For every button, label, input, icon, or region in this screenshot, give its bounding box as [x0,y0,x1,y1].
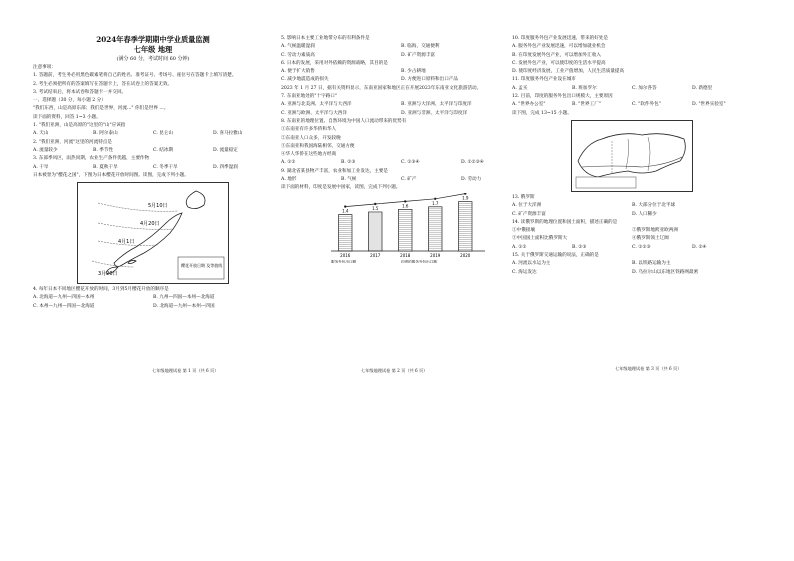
instruction-line: 2. 考生必须把所有的答案填写在答题卡上，答在试卷上的答案无效。 [33,81,173,87]
tick-label: 2018 [400,252,411,258]
russia-map-figure [571,120,693,192]
option: D. 人口稀少 [632,211,657,217]
question-4-options [33,294,273,302]
option: D. ①②③④ [461,160,484,166]
map-label: 4月1日 [118,239,135,246]
trend-point [434,197,436,199]
option: A. ①② [512,244,527,250]
page-footer-1: 七年级地理试卷 第 1 页（共 6 页） [152,368,219,373]
question-7-options [281,110,521,118]
instruction-line: 读下面的资料，回答 1~3 小题。 [33,114,101,120]
question-5-options [281,43,521,51]
option: C. 减少地震造成的损失 [281,77,329,83]
option: C. 冬季干旱 [153,164,178,170]
option: B. 九州—四国—本州—北海道 [153,295,215,301]
option: D. 喜马拉雅山 [213,131,243,137]
map-label: 4月20日 [140,221,160,228]
question-14: 14. 读俄罗斯的地理位置和国土面积，描述正确的是 [512,219,618,225]
option: D. 北海道—九州—本州—四国 [153,303,215,309]
trend-point [464,193,466,195]
option: C. 亚洲与欧洲、太平洋与大西洋 [281,110,347,116]
option: A. "世界办公室" [512,102,546,108]
option: D. 新德里 [692,85,713,91]
option: C. 海运发达 [512,269,537,275]
option: C. 矿产资源丰富 [512,211,546,217]
option: C. 结冰期 [153,147,174,153]
question-1: 1. "我们亚洲，山是高原的"这里的"山"应该指 [33,123,126,129]
option: C. 昆仑山 [153,131,174,137]
question-4: 4. 每年日本不同地区樱花开放的时间，3月到5月樱花开放的顺序是 [33,287,169,293]
instruction-line: 3. 考试结束后，将本试卷和答题卡一并交回。 [33,89,127,95]
option: A. 北海道—九州—四国—本州 [33,295,95,301]
option: B. 阿尔泰山 [93,131,118,137]
instruction-line: 1. 答题前，考生务必用黑色碳素笔将自己的姓名、准考证号、考场号、座位号在答题卡上填写清楚。 [33,73,237,79]
map-label: 3月20日 [98,271,118,278]
question-6-options [281,68,521,76]
option: A. 地形 [281,177,297,183]
question-8-item: ①东南亚有许多华侨和华人 [281,127,337,133]
exam-column-1 [33,35,273,480]
japan-map [78,183,228,283]
option: D. 乌拉尔山以东地区铁路网最密 [632,269,699,275]
option: D. 使印度经济发展，工业产值增加，人民生活质量提高 [512,69,625,75]
question-14-items [512,235,752,243]
option: A. 气候温暖湿润 [281,44,315,50]
option: B. 少占耕地 [401,69,426,75]
exam-column-2 [281,35,521,480]
question-5-options [281,52,521,60]
option: B. ②③ [341,160,356,166]
question-13-options [512,202,752,210]
option: B. 亚洲与大洋洲、太平洋与印度洋 [401,102,472,108]
data-label: 1.5 [372,205,379,211]
option: C. 矿产 [401,177,417,183]
question-7-options [281,101,521,109]
question-13: 13. 俄罗斯 [512,194,535,200]
question-6-note: 2023 年 1 月 27 日，据有关资料显示，东南亚国家和地区正在开展2023年东南亚文化旅游活动。 [281,85,482,91]
question-15-options [512,269,752,277]
trend-point [344,205,346,207]
page-footer-2: 七年级地理试卷 第 2 页（共 6 页） [361,368,428,373]
export-chart-figure [311,193,491,263]
question-2-options [33,147,273,155]
question-8-item: ③东南亚和我国海陆相邻，交通方便 [281,143,355,149]
option: A. 河流以水运为主 [512,261,551,267]
option: C. 加尔各答 [632,85,657,91]
map-intro: 日本被誉为"樱花之国"，下图为日本樱花开放时间图。读图，完成下列小题。 [33,172,189,178]
question-15-options [512,260,752,268]
question-12: 12. 目前，印度的服务外包出口规模大，主要原因 [512,94,613,100]
bar [339,214,353,250]
option: ③中国国土面积比俄罗斯大 [512,236,568,242]
bar [399,209,413,251]
question-6-options [281,76,521,84]
question-3: 3. 东部季风区，雨热同期，农业生产条件优越，主要作物 [33,156,150,162]
russia-map [572,121,692,191]
question-8-item: ④华人华侨在这些地方经商 [281,152,337,158]
question-11: 11. 印度服务外包产业设在城市 [512,77,576,83]
option: C. "软件外包" [632,102,661,108]
tick-label: 2020 [460,252,471,258]
instruction-line: 一、选择题（30 分，每小题 2 分） [33,98,106,104]
option: D. 矿产资源丰富 [401,52,436,58]
trend-point [404,200,406,202]
option: C. 本州—九州—四国—北海道 [33,303,95,309]
question-12-options [512,101,752,109]
map-label: 5月10日 [148,203,168,210]
option: A. 天山 [33,131,49,137]
option: B. 季节性 [93,147,114,153]
question-11-options [512,85,752,93]
option: A. 亚洲与北美洲、太平洋与大西洋 [281,102,352,108]
question-7: 7. 东南亚地处的"十字路口" [281,94,338,100]
map-legend-box [178,257,224,279]
question-8: 8. 东南亚的地理位置、自然环境为中国人口流动带来的优势有 [281,118,407,124]
question-1-options [33,130,273,138]
data-label: 1.9 [462,195,469,201]
option: D. 亚洲与非洲、太平洋与印度洋 [401,110,468,116]
instructions [33,64,273,122]
option: B. "世界工厂" [572,102,601,108]
option: D. 劳动力 [461,177,482,183]
question-15: 15. 关于俄罗斯交通运输的说法，正确的是 [512,253,599,259]
question-4-options [33,303,273,311]
option: A. ①② [281,160,296,166]
option: B. ②③ [572,244,587,250]
question-9-options [281,176,521,184]
trend-point [374,202,376,204]
data-label: 1.4 [342,208,349,214]
option: A. 干旱 [33,164,49,170]
option: A. 流量较少 [33,147,58,153]
tick-label: 2017 [370,252,381,258]
chart-intro: 读下面的材料，印度是发展中国家，读图，完成下列小题。 [281,185,401,191]
option: A. 服务外包产业发展迅速，可以增加就业机会 [512,44,606,50]
question-13-options [512,211,752,219]
question-6: 6. 日本的发展，采用对外依赖的资源战略，其目的是 [281,60,388,66]
exam-column-3 [512,35,752,480]
option: ①中俄接壤 [512,228,535,234]
option: B. 大部分位于北半球 [632,203,676,209]
option: A. 便于扩大销售 [281,69,315,75]
question-10: 10. 印度服务外包产业发展迅速，带来的好处是 [512,36,609,41]
tick-label: 2019 [430,252,441,258]
map-legend-box [576,177,636,188]
option: D. ②④ [692,244,707,250]
legend-entry: 印度的服务外包出口额 [401,259,437,263]
instruction-line: "我们东西，山是高原东部；我们是世界，河流..." 你们是世界 ...。 [33,106,169,112]
option: D. 方便进口原料和出口产品 [401,77,458,83]
page-footer-3: 七年级地理试卷 第 3 页（共 6 页） [615,366,682,371]
option: B. 在印度发展外包产业，可以增加外汇收入 [512,52,601,58]
option: D. 四季湿润 [213,164,238,170]
option: B. 夏秋干旱 [93,164,118,170]
export-bar-chart [311,193,491,263]
question-14-options [512,244,752,252]
legend-entry: 服务外包出口额 [331,259,357,263]
option: C. 劳动力素质高 [281,52,315,58]
option: B. 班加罗尔 [572,85,597,91]
time-note: (满分 60 分，考试时间 60 分钟) [116,56,190,62]
option: B. 气候 [341,177,357,183]
option: C. ①②③ [632,244,651,250]
question-3-options [33,164,273,172]
question-2: 2. "我们亚洲，河流"这里的河流特点是 [33,139,112,145]
tick-label: 2016 [340,252,351,258]
option: D. 流量稳定 [213,147,238,153]
option: ④俄罗斯领土辽阔 [632,236,669,242]
option: B. 以铁路运输为主 [632,261,671,267]
option: C. ①③④ [401,160,420,166]
option: A. 孟买 [512,85,528,91]
question-8-item: ②东南亚人口众多，开发较晚 [281,135,341,141]
question-14-items [512,227,752,235]
option: A. 位于大洋洲 [512,203,542,209]
data-label: 1.7 [432,200,439,206]
option: ②俄罗斯地跨亚欧两洲 [632,228,678,234]
exam-subtitle: 七年级 地理 [133,45,173,54]
option: B. 临海，交通便利 [401,44,440,50]
exam-title: 2024年春季学期期中学业质量监测 [96,35,210,44]
question-5: 5. 影响日本主要工业地带分布的有利条件是 [281,36,370,41]
japan-map-figure [77,182,229,284]
option: C. 发展外包产业，可以使印度的生活水平提高 [512,60,606,66]
map-intro: 读下图，完成 13~15 小题。 [512,110,572,116]
question-8-options [281,159,521,167]
instruction-line: 注意事项： [33,65,56,70]
question-9: 9. 湖北省某县物产丰富，农业和加工业发达，主要是 [281,168,388,174]
option: D. "世界实验室" [692,102,726,108]
map-legend: 樱花开放日期 及等值线 [181,263,223,269]
data-label: 1.6 [402,203,409,209]
